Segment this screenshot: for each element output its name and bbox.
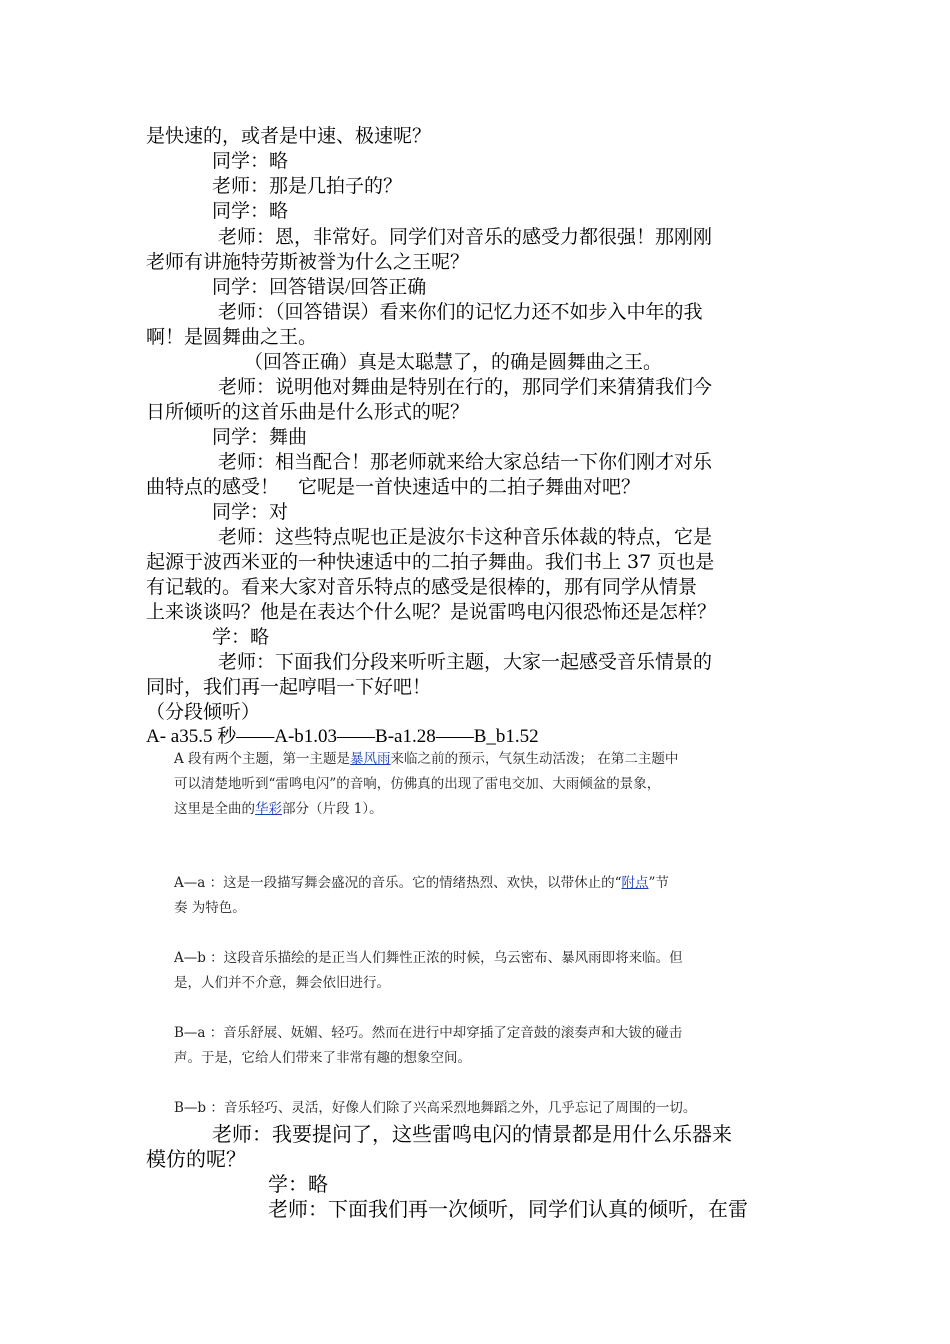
text-line: 起源于波西米亚的一种快速适中的二拍子舞曲。我们书上 37 页也是 xyxy=(146,551,715,573)
text-line: 同学：回答错误/回答正确 xyxy=(212,277,427,298)
text-line: 是快速的，或者是中速、极速呢？ xyxy=(146,125,432,147)
text-line: 学：略 xyxy=(212,626,270,648)
text-line: 日所倾听的这首乐曲是什么形式的呢？ xyxy=(146,401,470,423)
text-line: （分段倾听） xyxy=(146,701,261,723)
text-line: 老师：恩，非常好。同学们对音乐的感受力都很强！那刚刚 xyxy=(218,226,713,248)
text-line: （回答正确）真是太聪慧了，的确是圆舞曲之王。 xyxy=(244,351,663,373)
note-line: A—b ：这段音乐描绘的是正当人们舞性正浓的时候，乌云密布、暴风雨即将来临。但 xyxy=(174,950,683,966)
link-dotted-rhythm[interactable]: 附点 xyxy=(621,875,649,891)
note-line: 奏 为特色。 xyxy=(174,900,246,916)
note-line: 是，人们并不介意，舞会依旧进行。 xyxy=(174,975,390,991)
text-line: 模仿的呢？ xyxy=(146,1147,246,1171)
text-line: 学：略 xyxy=(268,1172,328,1196)
section-timing-line: A- a35.5 秒——A-b1.03——B-a1.28——B_b1.52 xyxy=(146,726,539,747)
text-line: 老师：我要提问了，这些雷鸣电闪的情景都是用什么乐器来 xyxy=(212,1122,732,1146)
link-cadenza[interactable]: 华彩 xyxy=(255,801,282,817)
text-line: 老师：（回答错误）看来你们的记忆力还不如步入中年的我 xyxy=(218,301,703,323)
link-storm[interactable]: 暴风雨 xyxy=(350,751,391,767)
text-line: 啊！是圆舞曲之王。 xyxy=(146,326,318,348)
text-line: 老师：那是几拍子的？ xyxy=(212,175,403,197)
text-line: 同学：对 xyxy=(212,501,289,523)
note-line: 可以清楚地听到“雷鸣电闪”的音响，仿佛真的出现了雷电交加、大雨倾盆的景象， xyxy=(174,776,661,792)
text-line: 曲特点的感受！ 它呢是一首快速适中的二拍子舞曲对吧？ xyxy=(146,476,641,498)
text-line: 同学：略 xyxy=(212,200,289,222)
text-line: 有记载的。看来大家对音乐特点的感受是很棒的，那有同学从情景 xyxy=(146,576,698,598)
text-line: 老师：这些特点呢也正是波尔卡这种音乐体裁的特点，它是 xyxy=(218,526,713,548)
note-line: A—a ：这是一段描写舞会盛况的音乐。它的情绪热烈、欢快，以带休止的“附点”节 xyxy=(174,875,669,891)
note-line: A 段有两个主题，第一主题是暴风雨来临之前的预示，气氛生动活泼； 在第二主题中 xyxy=(174,751,679,767)
note-line: 这里是全曲的华彩部分（片段 1）。 xyxy=(174,801,383,817)
text-line: 老师：下面我们再一次倾听，同学们认真的倾听，在雷 xyxy=(268,1197,748,1221)
note-line: B—b ：音乐轻巧、灵活，好像人们除了兴高采烈地舞蹈之外，几乎忘记了周围的一切。 xyxy=(174,1100,697,1116)
text-line: 老师：下面我们分段来听听主题，大家一起感受音乐情景的 xyxy=(218,651,713,673)
text-line: 老师：相当配合！那老师就来给大家总结一下你们刚才对乐 xyxy=(218,451,713,473)
text-line: 同学：舞曲 xyxy=(212,426,308,448)
text-line: 老师：说明他对舞曲是特别在行的，那同学们来猜猜我们今 xyxy=(218,376,713,398)
text-line: 同时，我们再一起哼唱一下好吧！ xyxy=(146,676,432,698)
note-line: B—a ：音乐舒展、妩媚、轻巧。然而在进行中却穿插了定音鼓的滚奏声和大钹的碰击 xyxy=(174,1025,683,1041)
text-line: 同学：略 xyxy=(212,150,289,172)
text-line: 上来谈谈吗？他是在表达个什么呢？是说雷鸣电闪很恐怖还是怎样？ xyxy=(146,601,717,623)
text-line: 老师有讲施特劳斯被誉为什么之王呢？ xyxy=(146,251,470,273)
note-line: 声。于是，它给人们带来了非常有趣的想象空间。 xyxy=(174,1050,471,1066)
